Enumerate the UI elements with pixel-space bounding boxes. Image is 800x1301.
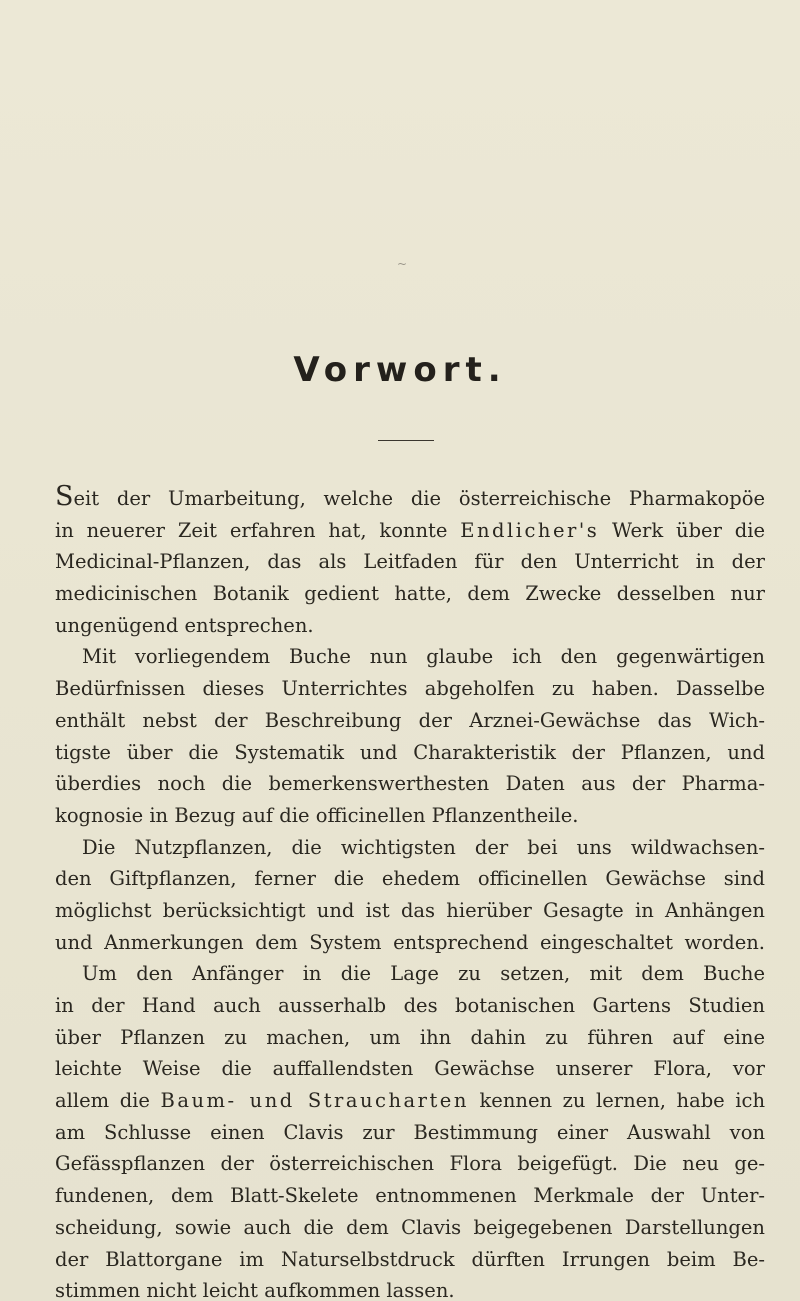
text-line: in der Hand auch ausserhalb des botanischen Gartens Studien — [55, 994, 765, 1017]
text-line: medicinischen Botanik gedient hatte, dem Zwecke desselben nur — [55, 582, 765, 606]
text-line: den Giftpflanzen, ferner die ehedem officinellen Gewächse sind — [55, 867, 765, 891]
text-line: in neuerer Zeit erfahren hat, konnte Endlicher's Werk über die — [55, 518, 766, 542]
paragraph-2 — [55, 641, 765, 831]
spaced-name: Endlicher's — [460, 518, 600, 542]
stray-mark: ~ — [397, 257, 408, 271]
text-line: Die Nutzpflanzen, die wichtigsten der bei uns wildwachsen- — [82, 835, 765, 859]
text-line: Seit der Umarbeitung, welche die österreichische Pharmakopöe — [55, 481, 765, 512]
text-line: Mit vorliegendem Buche nun glaube ich den gegenwärtigen — [82, 645, 765, 669]
text-line: Bedürfnissen dieses Unterrichtes abgeholfen zu haben. Dasselbe — [55, 677, 765, 701]
paragraph-3 — [55, 832, 765, 959]
text-line: Gefässpflanzen der österreichischen Flora beigefügt. Die neu ge- — [55, 1152, 765, 1176]
paragraph-1 — [55, 483, 765, 641]
text-line: kognosie in Bezug auf die officinellen Pflanzentheile. — [55, 803, 579, 827]
text-line: und Anmerkungen dem System entsprechend eingeschaltet worden. — [55, 930, 765, 954]
title-rule — [378, 440, 434, 441]
text-line: ungenügend entsprechen. — [55, 613, 314, 637]
text-line: stimmen nicht leicht aufkommen lassen. — [55, 1279, 455, 1301]
text-line: scheidung, sowie auch die dem Clavis beigegebenen Darstellungen — [55, 1215, 765, 1239]
text-line: enthält nebst der Beschreibung der Arznei-Gewächse das Wich- — [55, 708, 765, 732]
paragraph-4 — [55, 958, 765, 1301]
drop-cap: S — [55, 481, 74, 512]
text-line: über Pflanzen zu machen, um ihn dahin zu führen auf eine — [55, 1025, 765, 1049]
spaced-phrase: Baum- und Straucharten — [160, 1089, 469, 1113]
text-line: möglichst berücksichtigt und ist das hierüber Gesagte in Anhängen — [55, 898, 765, 922]
text-line: überdies noch die bemerkenswerthesten Daten aus der Pharma- — [55, 772, 765, 796]
text-line: allem die Baum- und Straucharten kennen zu lernen, habe ich — [55, 1089, 765, 1113]
preface-body — [55, 483, 765, 1301]
text-line: fundenen, dem Blatt-Skelete entnommenen Merkmale der Unter- — [55, 1184, 765, 1208]
text-line: am Schlusse einen Clavis zur Bestimmung einer Auswahl von — [55, 1120, 765, 1144]
text-line: der Blattorgane im Naturselbstdruck dürften Irrungen beim Be- — [55, 1247, 765, 1271]
text-line: leichte Weise die auffallendsten Gewächse unserer Flora, vor — [55, 1057, 765, 1081]
text-line: tigste über die Systematik und Charakteristik der Pflanzen, und — [55, 740, 765, 764]
text-line: Um den Anfänger in die Lage zu setzen, mit dem Buche — [82, 962, 765, 986]
page-title: Vorwort. — [293, 350, 507, 390]
text-line: Medicinal-Pflanzen, das als Leitfaden für den Unterricht in der — [55, 550, 765, 574]
